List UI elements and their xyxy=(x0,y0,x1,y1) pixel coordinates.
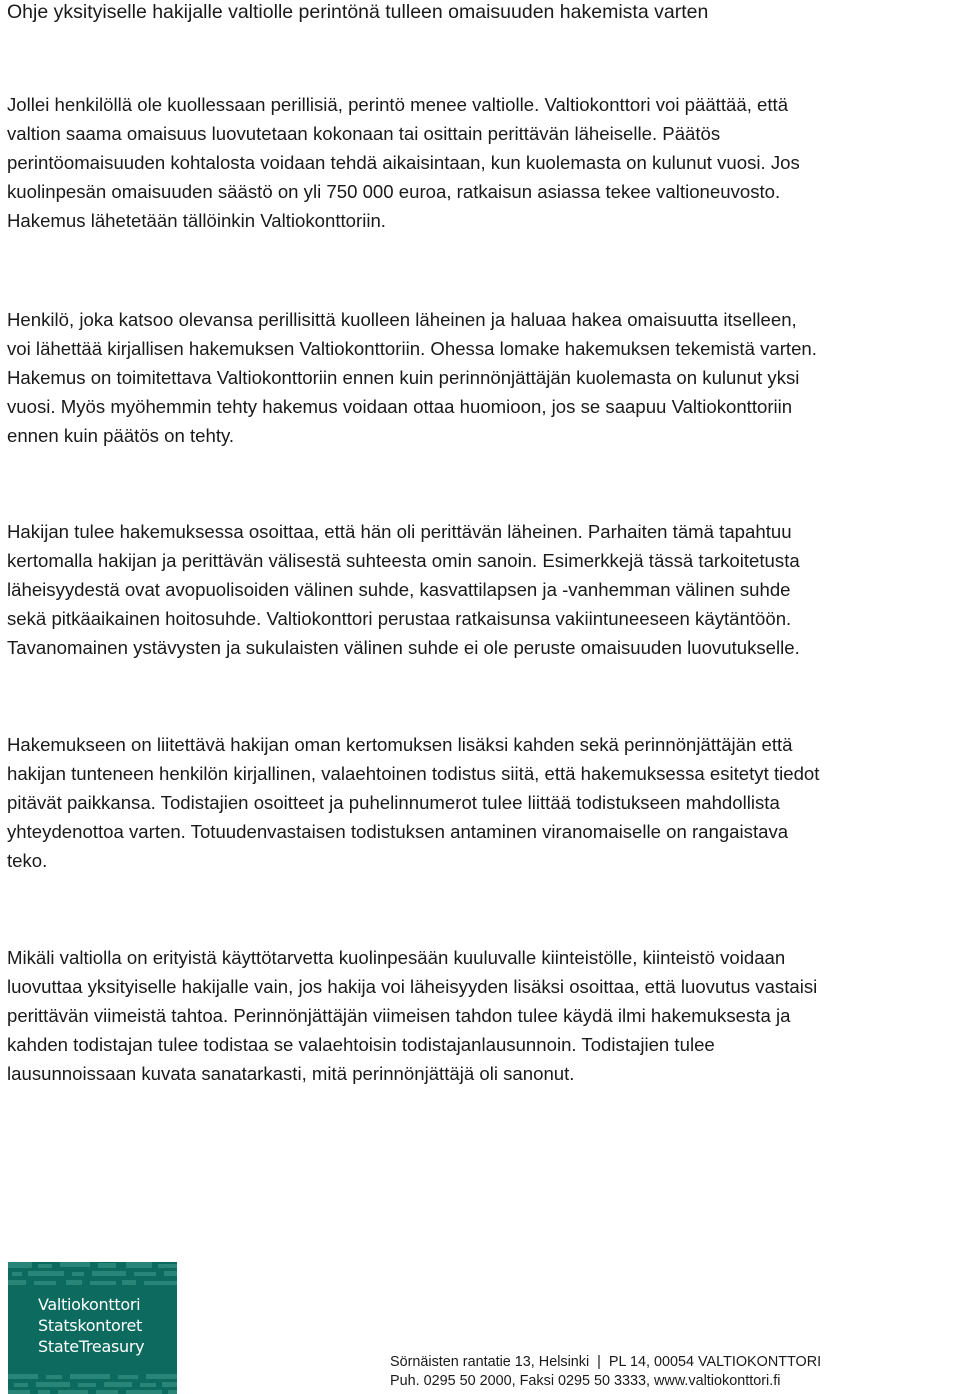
paragraph-line: perintöomaisuuden kohtalosta voidaan tehdä aikaisintaan, kun kuolemasta on kulunut vuosi. Jos xyxy=(7,152,800,173)
paragraph-application-submission xyxy=(7,305,960,450)
paragraph-line: hakijan tunteneen henkilön kirjallinen, valaehtoinen todistus siitä, että hakemuksessa esitetyt tiedot xyxy=(7,763,820,784)
paragraph-line: pitävät paikkansa. Todistajien osoitteet ja puhelinnumerot tulee liittää todistukseen mahdollista xyxy=(7,792,780,813)
paragraph-real-estate xyxy=(7,943,960,1088)
paragraph-proving-closeness xyxy=(7,517,960,662)
paragraph-line: perittävän viimeistä tahtoa. Perinnönjättäjän viimeisen tahdon tulee käydä ilmi hakemuksesta ja xyxy=(7,1005,791,1026)
paragraph-line: Hakemukseen on liitettävä hakijan oman kertomuksen lisäksi kahden sekä perinnönjättäjän että xyxy=(7,734,793,755)
footer-phone-web: Puh. 0295 50 2000, Faksi 0295 50 3333, www.valtiokonttori.fi xyxy=(390,1373,781,1389)
paragraph-line: Mikäli valtiolla on erityistä käyttötarvetta kuolinpesään kuuluvalle kiinteistölle, kiinteistö voidaan xyxy=(7,947,786,968)
valtiokonttori-logo xyxy=(8,1262,177,1394)
footer-contact-info xyxy=(390,1353,821,1391)
paragraph-line: Jollei henkilöllä ole kuollessaan perillisiä, perintö menee valtiolle. Valtiokonttori voi päättää, että xyxy=(7,94,789,115)
logo-wordmark xyxy=(38,1294,144,1357)
paragraph-inheritance-to-state xyxy=(7,90,960,235)
paragraph-line: kuolinpesän omaisuuden säästö on yli 750 000 euroa, ratkaisun asiassa tekee valtioneuvosto. xyxy=(7,181,781,202)
paragraph-line: kertomalla hakijan ja perittävän välisestä suhteesta omin sanoin. Esimerkkejä tässä tarkoitetusta xyxy=(7,550,800,571)
paragraph-line: vuosi. Myös myöhemmin tehty hakemus voidaan ottaa huomioon, jos se saapuu Valtiokonttoriin xyxy=(7,396,793,417)
paragraph-line: sekä pitkäaikainen hoitosuhde. Valtiokonttori perustaa ratkaisunsa vakiintuneeseen käytäntöön. xyxy=(7,608,792,629)
logo-line-finnish: Valtiokonttori xyxy=(38,1295,141,1314)
paragraph-line: kahden todistajan tulee todistaa se valaehtoisin todistajanlausunnoin. Todistajien tulee xyxy=(7,1034,715,1055)
document-title: Ohje yksityiselle hakijalle valtiolle perintönä tulleen omaisuuden hakemista varten xyxy=(7,1,709,23)
logo-line-english: StateTreasury xyxy=(38,1337,145,1356)
paragraph-witness-statements xyxy=(7,730,960,875)
footer-address: Sörnäisten rantatie 13, Helsinki | PL 14, 00054 VALTIOKONTTORI xyxy=(390,1354,822,1370)
paragraph-line: Hakijan tulee hakemuksessa osoittaa, että hän oli perittävän läheinen. Parhaiten tämä tapahtuu xyxy=(7,521,792,542)
paragraph-line: Hakemus lähetetään tällöinkin Valtiokonttoriin. xyxy=(7,210,386,231)
paragraph-line: läheisyydestä ovat avopuolisoiden välinen suhde, kasvattilapsen ja -vanhemman välinen suhde xyxy=(7,579,791,600)
paragraph-line: Hakemus on toimitettava Valtiokonttoriin ennen kuin perinnönjättäjän kuolemasta on kulunut yksi xyxy=(7,367,800,388)
paragraph-line: ennen kuin päätös on tehty. xyxy=(7,425,235,446)
paragraph-line: yhteydenottoa varten. Totuudenvastaisen todistuksen antaminen viranomaiselle on rangaistava xyxy=(7,821,789,842)
paragraph-line: Henkilö, joka katsoo olevansa perillisittä kuolleen läheinen ja haluaa hakea omaisuutta itselleen, xyxy=(7,309,797,330)
paragraph-line: teko. xyxy=(7,850,48,871)
paragraph-line: luovuttaa yksityiselle hakijalle vain, jos hakija voi läheisyyden lisäksi osoittaa, että luovutus vastaisi xyxy=(7,976,818,997)
logo-line-swedish: Statskontoret xyxy=(38,1316,142,1335)
paragraph-line: valtion saama omaisuus luovutetaan kokonaan tai osittain perittävän läheiselle. Päätös xyxy=(7,123,721,144)
paragraph-line: voi lähettää kirjallisen hakemuksen Valtiokonttoriin. Ohessa lomake hakemuksen tekemistä varten. xyxy=(7,338,817,359)
paragraph-line: Tavanomainen ystävysten ja sukulaisten välinen suhde ei ole peruste omaisuuden luovutukselle. xyxy=(7,637,800,658)
paragraph-line: lausunnoissaan kuvata sanatarkasti, mitä perinnönjättäjä oli sanonut. xyxy=(7,1063,575,1084)
